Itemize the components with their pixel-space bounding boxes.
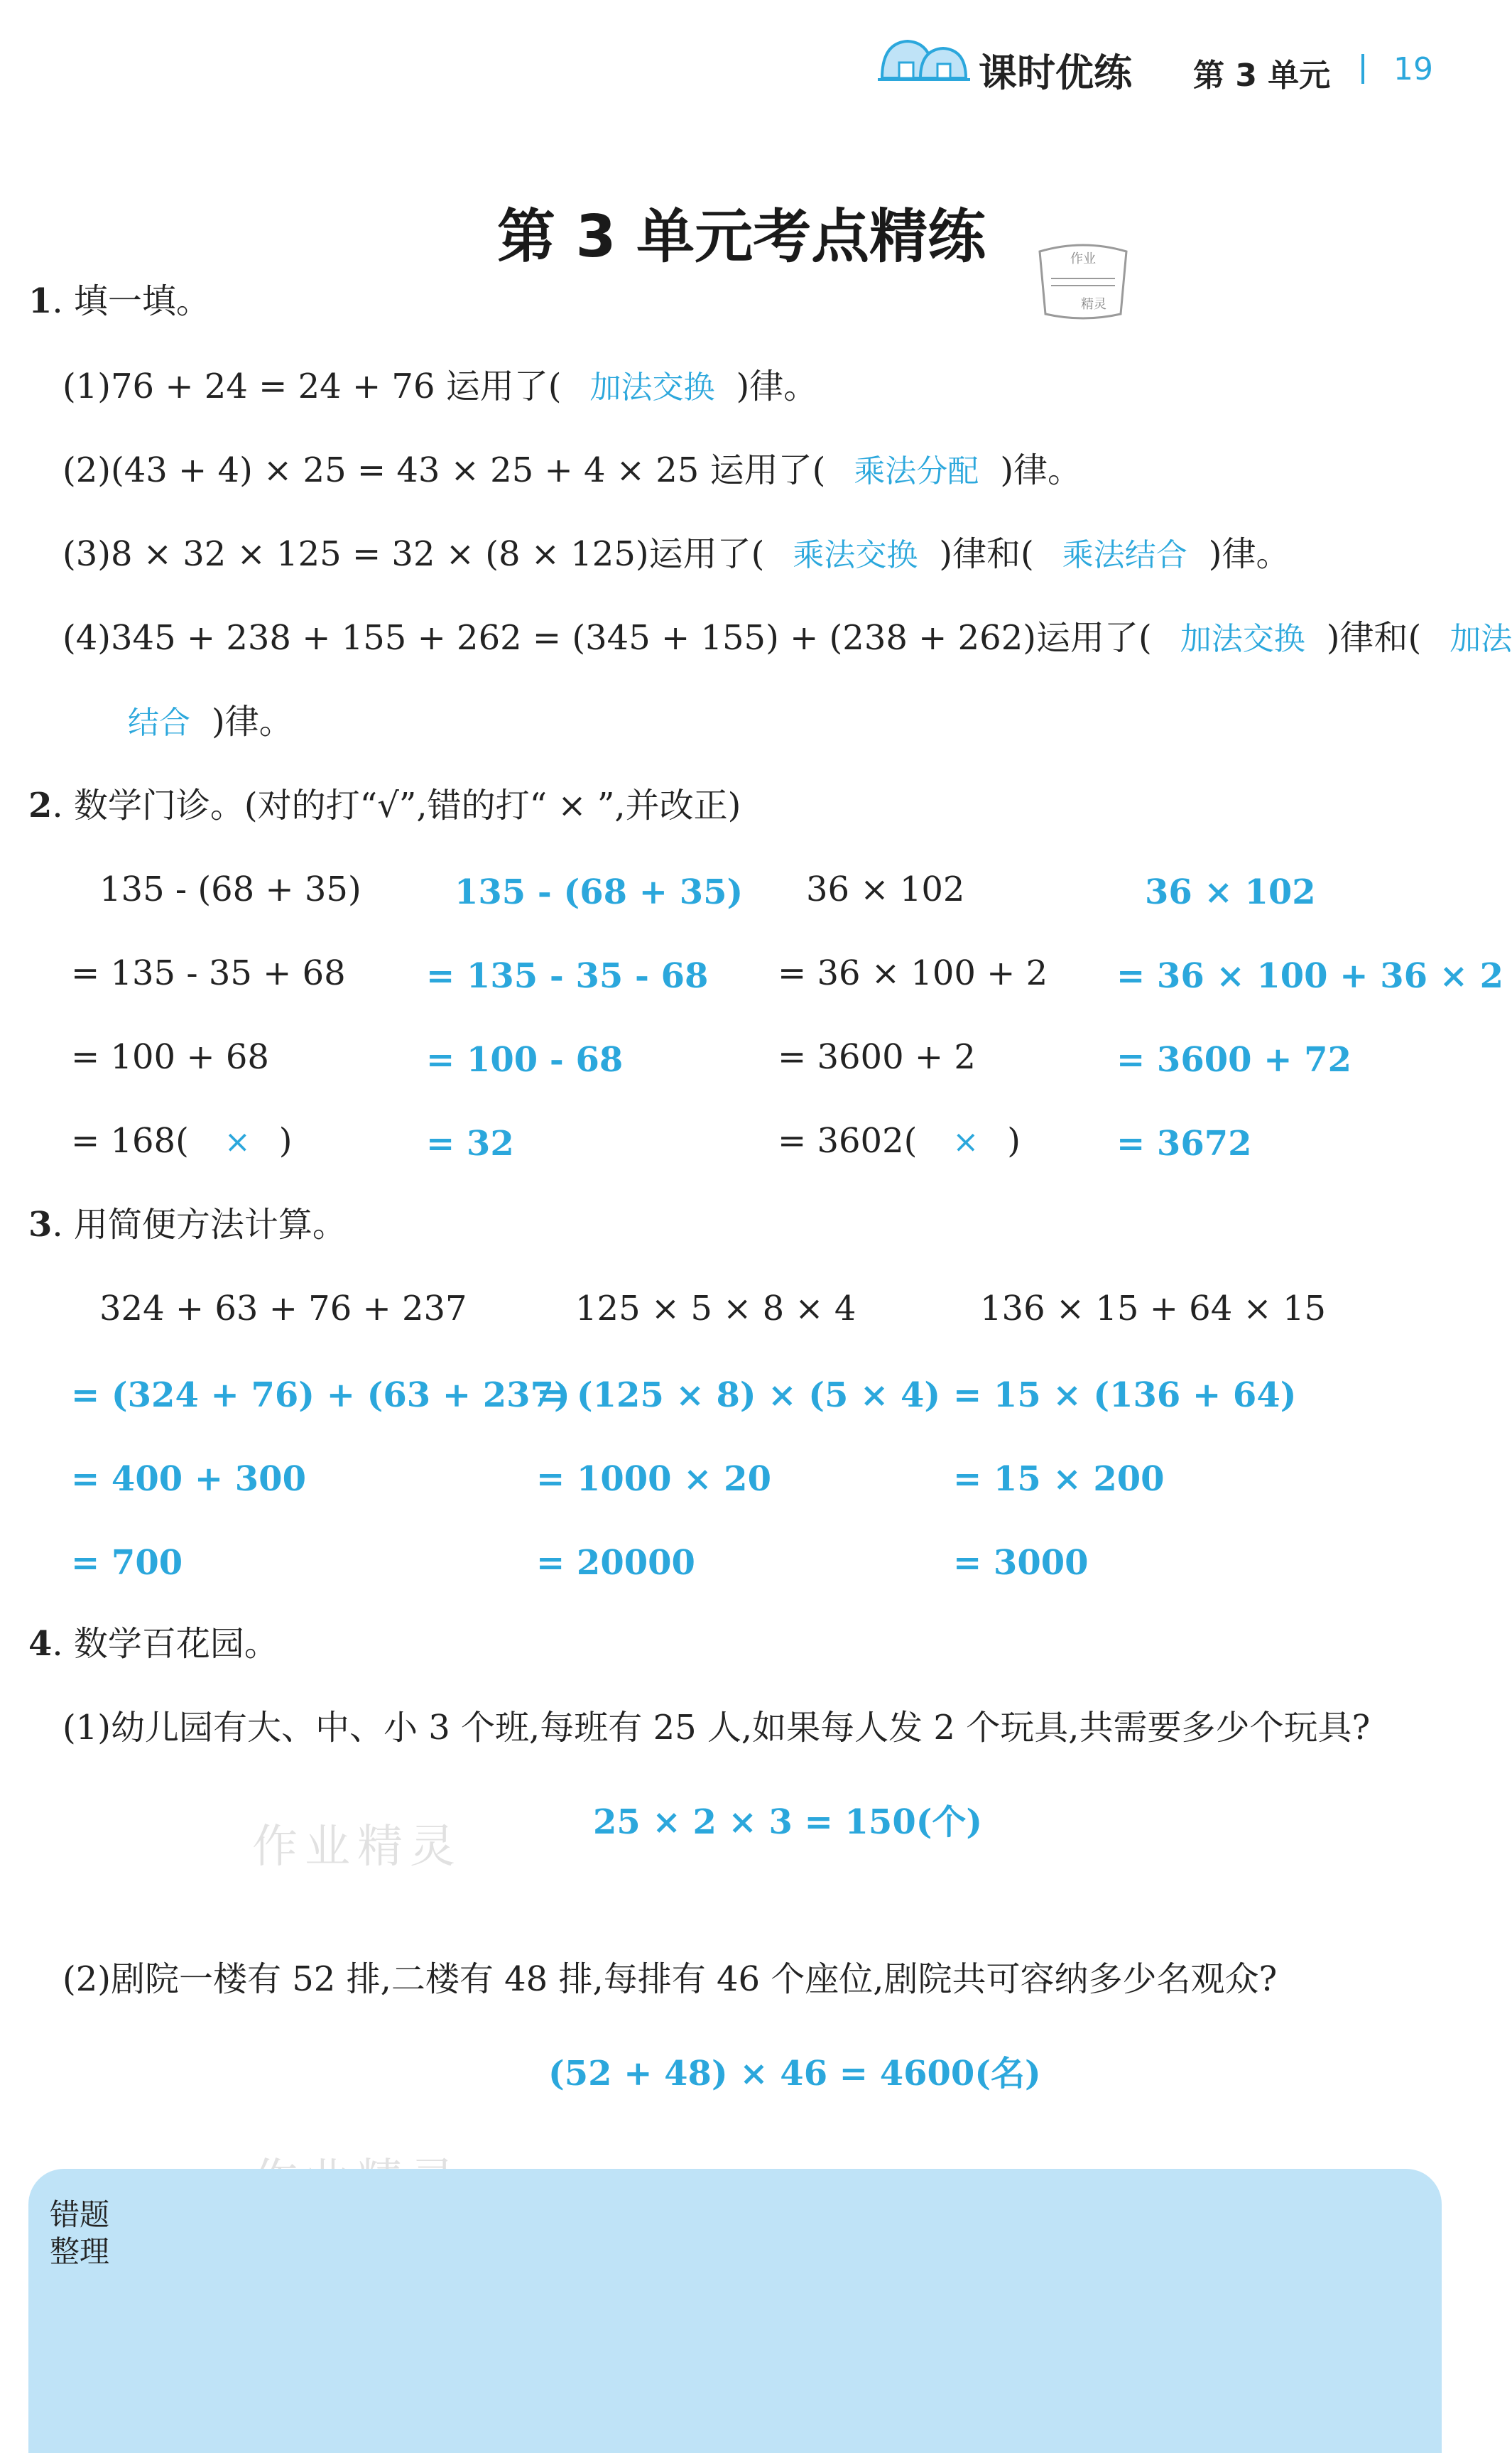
- q1-answer-4a: 加法交换: [1180, 621, 1305, 657]
- q2-right-line-4: = 3602( × ): [778, 1121, 1021, 1161]
- q1-heading: 1. 填一填。: [28, 281, 210, 321]
- q2-right-fix-3: = 3600 + 72: [1116, 1040, 1351, 1080]
- q2-right-line-3: = 3600 + 2: [778, 1037, 976, 1077]
- page-number: 19: [1393, 51, 1433, 87]
- q3-problem-2: 125 × 5 × 8 × 4: [575, 1289, 856, 1328]
- q1-answer-4b: 加法: [1450, 621, 1512, 657]
- svg-text:精灵: 精灵: [1081, 297, 1106, 312]
- unit-label: 第 3 单元: [1193, 58, 1331, 94]
- q2-left-fix-1: 135 - (68 + 35): [455, 872, 744, 912]
- q3-solution-1-step-2: = 400 + 300: [71, 1459, 306, 1499]
- q3-solution-2-step-1: = (125 × 8) × (5 × 4): [536, 1375, 941, 1415]
- brand-logo-icon: [878, 28, 970, 85]
- q2-right-line-1: 36 × 102: [806, 870, 965, 909]
- mistake-notes-label: 错题 整理: [50, 2197, 110, 2269]
- q3-solution-2-step-3: = 20000: [536, 1543, 695, 1583]
- q2-right-fix-4: = 3672: [1116, 1124, 1252, 1164]
- q1-item-4-cont: 结合 )律。: [128, 702, 293, 742]
- page-title: 第 3 单元考点精练: [497, 203, 986, 271]
- q3-problem-3: 136 × 15 + 64 × 15: [980, 1289, 1327, 1328]
- q2-left-fix-4: = 32: [426, 1124, 514, 1164]
- q1-item-2: (2)(43 + 4) × 25 = 43 × 25 + 4 × 25 运用了( 乘法分配 )律。: [62, 450, 1082, 490]
- q3-solution-3-step-2: = 15 × 200: [953, 1459, 1165, 1499]
- q1-item-3: (3)8 × 32 × 125 = 32 × (8 × 125)运用了( 乘法交换 )律和( 乘法结合 )律。: [62, 534, 1290, 574]
- q4-heading: 4. 数学百花园。: [28, 1624, 278, 1664]
- q2-right-fix-2: = 36 × 100 + 36 × 2: [1116, 956, 1504, 996]
- q1-item-4: (4)345 + 238 + 155 + 262 = (345 + 155) + (238 + 262)运用了( 加法交换 )律和( 加法: [62, 618, 1512, 658]
- q2-left-line-2: = 135 - 35 + 68: [71, 953, 346, 993]
- q2-right-line-2: = 36 × 100 + 2: [778, 953, 1048, 993]
- q3-solution-1-step-3: = 700: [71, 1543, 183, 1583]
- header-divider: [1361, 54, 1364, 84]
- q3-solution-3-step-3: = 3000: [953, 1543, 1089, 1583]
- q2-left-fix-3: = 100 - 68: [426, 1040, 624, 1080]
- q3-solution-1-step-1: = (324 + 76) + (63 + 237): [71, 1375, 570, 1415]
- q1-answer-2: 乘法分配: [854, 453, 979, 489]
- q3-problem-1: 324 + 63 + 76 + 237: [99, 1289, 467, 1328]
- q3-heading: 3. 用简便方法计算。: [28, 1205, 347, 1245]
- watermark-1: 作业精灵: [252, 1821, 462, 1873]
- q2-left-line-3: = 100 + 68: [71, 1037, 269, 1077]
- mistake-notes-box[interactable]: [28, 2169, 1442, 2453]
- q4-answer-1: 25 × 2 × 3 = 150(个): [593, 1802, 983, 1842]
- q1-answer-3a: 乘法交换: [793, 537, 918, 573]
- q1-item-1: (1)76 + 24 = 24 + 76 运用了( 加法交换 )律。: [62, 367, 818, 406]
- q3-solution-3-step-1: = 15 × (136 + 64): [953, 1375, 1297, 1415]
- q3-solution-2-step-2: = 1000 × 20: [536, 1459, 771, 1499]
- q1-answer-1: 加法交换: [589, 369, 715, 406]
- q2-left-fix-2: = 135 - 35 - 68: [426, 956, 709, 996]
- q4-answer-2: (52 + 48) × 46 = 4600(名): [548, 2054, 1041, 2094]
- brand-title: 课时优练: [979, 50, 1132, 95]
- q2-left-mark: ×: [224, 1124, 251, 1160]
- q2-heading: 2. 数学门诊。(对的打“√”,错的打“ × ”,并改正): [28, 786, 741, 825]
- q1-answer-3b: 乘法结合: [1062, 537, 1187, 573]
- q2-right-mark: ×: [952, 1124, 979, 1160]
- svg-text:作业: 作业: [1070, 251, 1096, 266]
- q4-item-1: (1)幼儿园有大、中、小 3 个班,每班有 25 人,如果每人发 2 个玩具,共需要多少个玩具?: [62, 1708, 1371, 1748]
- q2-left-line-1: 135 - (68 + 35): [99, 870, 361, 909]
- q4-item-2: (2)剧院一楼有 52 排,二楼有 48 排,每排有 46 个座位,剧院共可容纳多少名观众?: [62, 1959, 1278, 1999]
- stamp-logo-icon: [1030, 234, 1136, 327]
- q2-left-line-4: = 168( × ): [71, 1121, 293, 1161]
- q2-right-fix-1: 36 × 102: [1145, 872, 1316, 912]
